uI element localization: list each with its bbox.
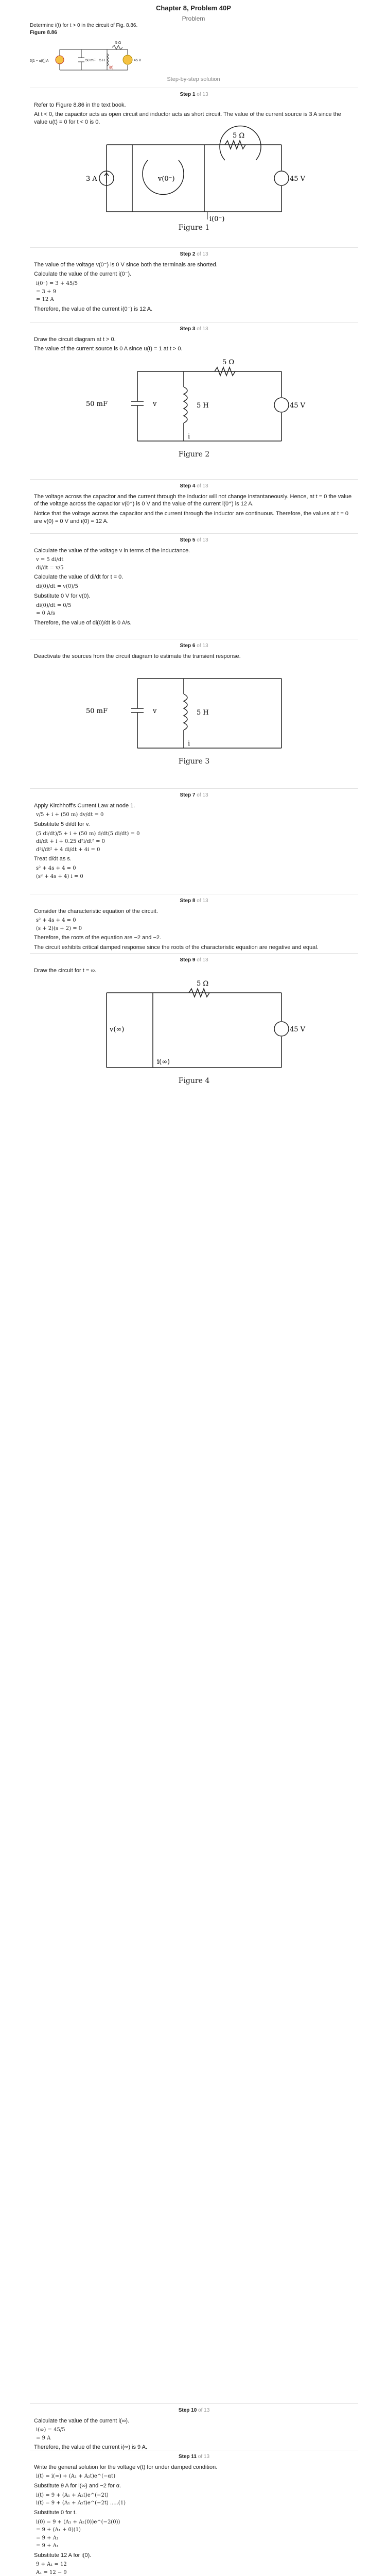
page-header [0, 0, 387, 22]
equation: = 9 + A₁ [36, 2535, 59, 2541]
equation: i(∞) = 45/5 [36, 2427, 65, 2433]
problem-heading: Problem [182, 15, 205, 22]
fig4-i-label: i(∞) [157, 1058, 170, 1066]
fig2-cap-label: 50 mF [86, 400, 108, 409]
fig1-vs-label: 45 V [290, 175, 306, 183]
step-text: Calculate the value of the voltage v in terms of the inductance. [34, 547, 190, 554]
step-text: Calculate the value of di/dt for t = 0. [34, 574, 124, 581]
figure-caption: Figure 4 [178, 1077, 210, 1086]
step-text: Refer to Figure 8.86 in the text book. [34, 101, 126, 108]
step-title: Step 8 of 13 [180, 898, 208, 904]
problem-ind-label: 5 H [99, 59, 105, 62]
problem-statement [30, 23, 358, 70]
problem-figure-label: Figure 8.86 [30, 30, 57, 36]
equation: s² + 4s + 4 = 0 [36, 918, 76, 924]
step-text: The value of the voltage v(0⁻) is 0 V since both the terminals are shorted. [34, 261, 218, 268]
step-text: Substitute 5 di/dt for v. [34, 821, 90, 827]
problem-res-label: 5 Ω [115, 41, 121, 45]
step-text: Apply Kirchhoff's Current Law at node 1. [34, 802, 135, 809]
step-title: Step 4 of 13 [180, 483, 208, 489]
figure-caption: Figure 2 [178, 450, 210, 459]
step-text: Substitute 0 V for v(0). [34, 592, 91, 599]
equation: i(0) = 9 + (A₁ + A₂(0))e^(−2(0)) [36, 2519, 120, 2525]
step-title: Step 11 of 13 [178, 2454, 210, 2460]
step-text: Deactivate the sources from the circuit diagram to estimate the transient response. [34, 653, 241, 659]
fig2-res-label: 5 Ω [222, 359, 235, 367]
step-card [30, 2450, 358, 2576]
equation: = 9 + (A₁ + 0)(1) [36, 2527, 81, 2533]
step-text: The voltage across the capacitor and the current through the inductor will not change instantaneously. Hence, at t = 0 the value of the voltage across the capacitor v(0⁺) is 0 V and the value of the current i(0⁺) is 12 A. [34, 493, 352, 507]
fig3-i-label: i [188, 740, 190, 748]
step-text: The circuit exhibits critical damped response since the roots of the characteristic equation are negative and equal. [34, 944, 319, 951]
equation: 9 + A₁ = 12 [36, 2562, 67, 2568]
equation: = 3 + 9 [36, 289, 57, 295]
equation: di/dt = v/5 [36, 565, 64, 571]
current-source-icon [56, 56, 64, 64]
equation: v/5 + i + (50 m) dv/dt = 0 [36, 812, 104, 818]
fig2-i-label: i [188, 433, 190, 441]
step-text: Write the general solution for the voltage v(t) for under damped condition. [34, 2464, 218, 2470]
problem-source-label: 3[1 − u(t)] A [30, 59, 49, 63]
equation: = 12 A [36, 297, 54, 303]
voltage-source-icon [123, 55, 132, 64]
equation: di(0)/dt = 0/5 [36, 602, 72, 608]
step-text: Therefore, the value of the current i(∞) is 9 A. [34, 2444, 147, 2451]
figure-caption: Figure 1 [178, 224, 210, 232]
figure-caption: Figure 3 [178, 757, 210, 766]
fig3-v-label: v [153, 707, 157, 716]
equation: i(t) = 9 + (A₁ + A₂t)e^(−2t) .....(1) [36, 2500, 126, 2506]
step-title: Step 9 of 13 [180, 957, 208, 963]
step-text: Consider the characteristic equation of the circuit. [34, 908, 158, 914]
equation: d²i/dt² + 4 di/dt + 4i = 0 [36, 846, 100, 853]
problem-circuit [30, 39, 143, 75]
step-text: Therefore, the value of di(0)/dt is 0 A/s. [34, 619, 132, 626]
step-card [30, 639, 358, 786]
problem-i-label: i(t) [109, 66, 114, 70]
fig4-res-label: 5 Ω [197, 980, 209, 988]
step-text: Calculate the value of the current i(0⁻). [34, 271, 132, 278]
equation: di(0)/dt = v(0)/5 [36, 584, 78, 590]
equation: (5 di/dt)/5 + i + (50 m) d/dt(5 di/dt) = 0 [36, 831, 140, 837]
equation: i(0⁻) = 3 + 45/5 [36, 281, 78, 287]
page-title: Chapter 8, Problem 40P [156, 4, 231, 12]
step-text: Substitute 9 A for i(∞) and −2 for α. [34, 2482, 121, 2489]
circuit-figure-3 [86, 663, 302, 756]
equation: di/dt + i + 0.25 d²i/dt² = 0 [36, 839, 105, 845]
step-text: Draw the circuit diagram at t > 0. [34, 336, 116, 343]
step-title: Step 3 of 13 [180, 326, 208, 332]
equation: (s + 2)(s + 2) = 0 [36, 925, 82, 931]
step-text: At t < 0, the capacitor acts as open circuit and inductor acts as short circuit. The value of the current source is 3 A since the value u(t) = 0 for t < 0 is 0. [34, 111, 341, 126]
step-card [30, 479, 358, 531]
fig3-ind-label: 5 H [197, 709, 209, 717]
fig4-vs-label: 45 V [290, 1026, 306, 1034]
step-card [30, 88, 358, 245]
fig4-v-label: v(∞) [110, 1026, 125, 1034]
step-text: Substitute 12 A for i(0). [34, 2552, 92, 2558]
step-text: Notice that the voltage across the capacitor and the current through the inductor are continuous. Therefore, the values at t = 0 are v(0) = 0 V and i(0) = 12 A. [34, 511, 348, 525]
step-card [30, 894, 358, 951]
step-text: The value of the current source is 0 A since u(t) = 1 at t > 0. [34, 346, 183, 352]
step-card [30, 533, 358, 636]
fig2-ind-label: 5 H [197, 402, 209, 410]
step-card [30, 322, 358, 477]
circuit-figure-1 [86, 129, 306, 224]
problem-text: Determine i(t) for t > 0 in the circuit of Fig. 8.86. [30, 23, 138, 28]
step-title: Step 7 of 13 [180, 792, 208, 798]
step-title: Step 10 of 13 [178, 2408, 210, 2413]
fig1-res-label: 5 Ω [233, 132, 245, 140]
step-text: Therefore, the value of the current i(0⁻) is 12 A. [34, 306, 153, 312]
step-card [30, 953, 358, 1103]
fig1-source-label: 3 A [86, 175, 97, 183]
equation: i(t) = i(∞) + (A₁ + A₂t)e^(−αt) [36, 2473, 116, 2480]
solution-label: Step-by-step solution [167, 76, 220, 82]
step-text: Treat d/dt as s. [34, 856, 72, 862]
equation: s² + 4s + 4 = 0 [36, 866, 76, 872]
fig3-cap-label: 50 mF [86, 707, 108, 716]
equation: (s² + 4s + 4) i = 0 [36, 873, 83, 879]
problem-volt-label: 45 V [134, 59, 142, 62]
fig2-v-label: v [153, 400, 157, 409]
step-card [30, 788, 358, 891]
circuit-figure-4 [86, 977, 306, 1075]
equation: v = 5 di/dt [36, 557, 64, 563]
step-title: Step 1 of 13 [180, 92, 208, 97]
equation: = 0 A/s [36, 611, 55, 617]
problem-cap-label: 50 mF [85, 59, 96, 62]
step-card [30, 2403, 358, 2451]
step-title: Step 6 of 13 [180, 643, 208, 649]
step-card [30, 247, 358, 319]
step-text: Calculate the value of the current i(∞). [34, 2417, 130, 2424]
step-text: Therefore, the roots of the equation are −2 and −2. [34, 935, 162, 941]
equation: = 9 A [36, 2435, 51, 2441]
step-title: Step 2 of 13 [180, 251, 208, 257]
step-text: Substitute 0 for t. [34, 2509, 77, 2516]
equation: A₁ = 12 − 9 [36, 2569, 67, 2575]
fig1-vc-label: v(0⁻) [158, 175, 175, 183]
step-title: Step 5 of 13 [180, 537, 208, 543]
equation: = 9 + A₁ [36, 2543, 59, 2549]
fig1-il-label: i(0⁻) [209, 215, 225, 224]
fig2-vs-label: 45 V [290, 402, 306, 410]
circuit-figure-2 [86, 356, 306, 449]
step-text: Draw the circuit for t = ∞. [34, 967, 97, 974]
equation: i(t) = 9 + (A₁ + A₂t)e^(−2t) [36, 2492, 109, 2498]
